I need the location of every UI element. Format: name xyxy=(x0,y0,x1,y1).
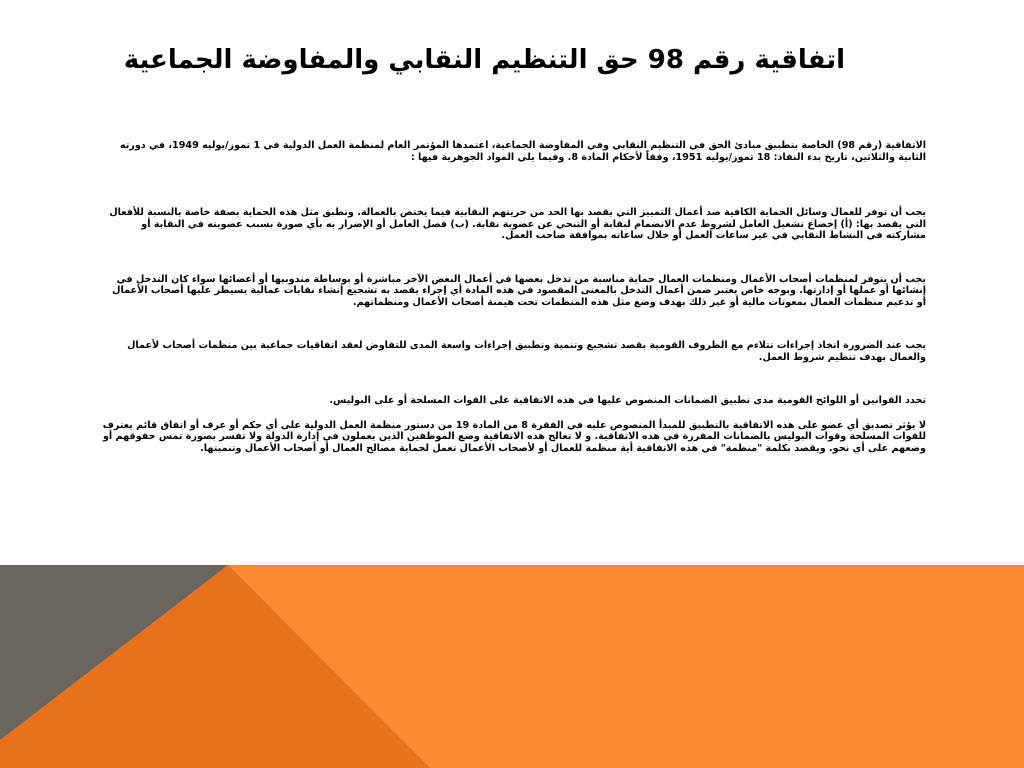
footer-decoration xyxy=(0,565,1024,768)
slide-title: اتفاقية رقم 98 حق التنظيم النقابي والمفاوضة الجماعية xyxy=(123,45,845,75)
slide-body xyxy=(100,140,926,454)
paragraph-ratification-effect: لا يؤثر تصديق أي عضو على هذه الاتفاقية بالتطبيق للمبدأ المنصوص عليه في الفقرة 8 من المادة 19 من دستور منظمة العمل الدولية على أي حكم أو عرف أو اتفاق قائم يعترف للقوات المسلحة وقوات البوليس بالضمانات المقررة في هذه الاتفاقية. و لا تعالج هذه الاتفاقية وضع الموظفين الذين يعملون في إدارة الدولة ولا تفسر بصورة تمس حقوقهم أو وضعهم على أي نحو. ويقصد بكلمة "منظمة" في هذه الاتفاقية أية منظمة للعمال أو لأصحاب الأعمال تعمل لحماية مصالح العمال أو أصحاب الأعمال وتنميتها. xyxy=(102,419,926,454)
paragraph-intro: الاتفاقية (رقم 98) الخاصة بتطبيق مبادئ الحق في التنظيم النقابي وفي المفاوضة الجماعية، اعتمدها المؤتمر العام لمنظمة العمل الدولية في 1 تموز/يوليه 1949، في دورته الثانية والثلاثين، تاريخ بدء النفاذ: 18 تموز/يوليه 1951، وفقاً لأحكام المادة 8. وفيما يلي المواد الجوهرية فيها : xyxy=(119,140,926,163)
paragraph-interference-protection: يجب أن يتوفر لمنظمات أصحاب الأعمال ومنظمات العمال حماية مناسبة من تدخل بعضها في أعمال البعض الآخر مباشرة أو بوساطة مندوبيها أو أعضائها سواء كان التدخل في إنشائها أو عملها أو إدارتها. وبوجه خاص يعتبر ضمن أعمال التدخل بالمعنى المقصود في هذه المادة أي إجراء يقصد به تشجيع إنشاء نقابات عمالية يسيطر عليها أصحاب الأعمال أو تدعيم منظمات العمال بمعونات مالية أو غير ذلك بهدف وضع مثل هذه المنظمات تحت هيمنة أصحاب الأعمال ومنظماتهم. xyxy=(112,273,926,308)
paragraph-collective-bargaining: يجب عند الضرورة اتخاذ إجراءات تتلاءم مع الظروف القومية بقصد تشجيع وتنمية وتطبيق إجراءات واسعة المدى للتفاوض لعقد اتفاقيات جماعية بين منظمات أصحاب لأعمال والعمال بهدف تنظيم شروط العمل. xyxy=(127,340,926,363)
paragraph-discrimination-protection: يجب أن توفر للعمال وسائل الحماية الكافية ضد أعمال التمييز التي يقصد بها الحد من حريتهم النقابية فيما يختص بالعمالة. وتطبق مثل هذه الحماية بصفة خاصة بالنسبة للأفعال التي يقصد بها: (أ) إخضاع تشغيل العامل لشروط عدم الانضمام لنقابة أو التنحي عن عضوية نقابة. (ب) فصل العامل أو الإضرار به بأي صورة بسبب عضويته في النقابة أو مشاركته في النشاط النقابي في غير ساعات العمل أو خلال ساعاته بموافقة صاحب العمل. xyxy=(109,207,926,241)
paragraph-armed-forces-police: تحدد القوانين أو اللوائح القومية مدى تطبيق الضمانات المنصوص عليها في هذه الاتفاقية على القوات المسلحة أو على البوليس. xyxy=(329,395,926,406)
